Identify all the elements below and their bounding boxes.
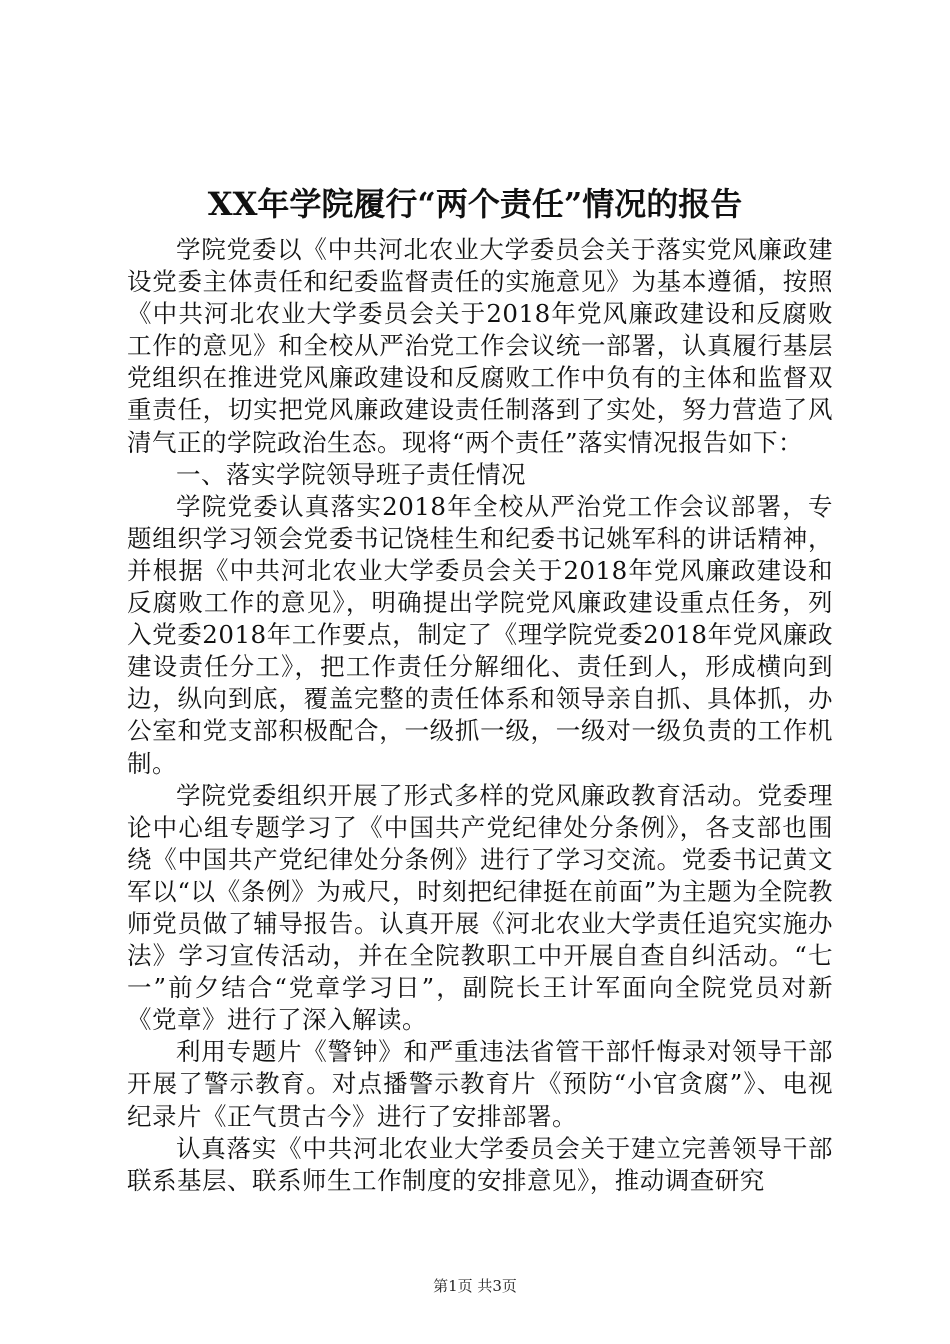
document-body (127, 234, 833, 1197)
paragraph-intro: 学院党委以《中共河北农业大学委员会关于落实党风廉政建设党委主体责任和纪委监督责任的实施意见》为基本遵循，按照《中共河北农业大学委员会关于2018年党风廉政建设和反腐败工作的意见》和全校从严治党工作会议统一部署，认真履行基层党组织在推进党风廉政建设和反腐败工作中负有的主体和监督双重责任，切实把党风廉政建设责任制落到了实处，努力营造了风清气正的学院政治生态。现将“两个责任”落实情况报告如下： (127, 235, 833, 457)
section-heading: 一、落实学院领导班子责任情况 (176, 459, 526, 489)
document-title: XX年学院履行“两个责任”情况的报告 (207, 185, 743, 223)
paragraph-warning: 利用专题片《警钟》和严重违法省管干部忏悔录对领导干部开展了警示教育。对点播警示教育片《预防“小官贪腐”》、电视纪录片《正气贯古今》进行了安排部署。 (127, 1037, 833, 1131)
paragraph-education: 学院党委组织开展了形式多样的党风廉政教育活动。党委理论中心组专题学习了《中国共产党纪律处分条例》，各支部也围绕《中国共产党纪律处分条例》进行了学习交流。党委书记黄文军以“以《条例》为戒尺，时刻把纪律挺在前面”为主题为全院教师党员做了辅导报告。认真开展《河北农业大学责任追究实施办法》学习宣传活动，并在全院教职工中开展自查自纠活动。“七一”前夕结合“党章学习日”，副院长王计军面向全院党员对新《党章》进行了深入解读。 (127, 780, 833, 1035)
page-number-footer: 第1页 共3页 (433, 1277, 517, 1295)
paragraph-responsibility: 学院党委认真落实2018年全校从严治党工作会议部署，专题组织学习领会党委书记饶桂生和纪委书记姚军科的讲话精神，并根据《中共河北农业大学委员会关于2018年党风廉政建设和反腐败工作的意见》，明确提出学院党风廉政建设重点任务，列入党委2018年工作要点，制定了《理学院党委2018年党风廉政建设责任分工》，把工作责任分解细化、责任到人，形成横向到边，纵向到底，覆盖完整的责任体系和领导亲自抓、具体抓，办公室和党支部积极配合，一级抓一级，一级对一级负责的工作机制。 (127, 491, 833, 778)
paragraph-contact: 认真落实《中共河北农业大学委员会关于建立完善领导干部联系基层、联系师生工作制度的安排意见》，推动调查研究 (127, 1133, 833, 1195)
